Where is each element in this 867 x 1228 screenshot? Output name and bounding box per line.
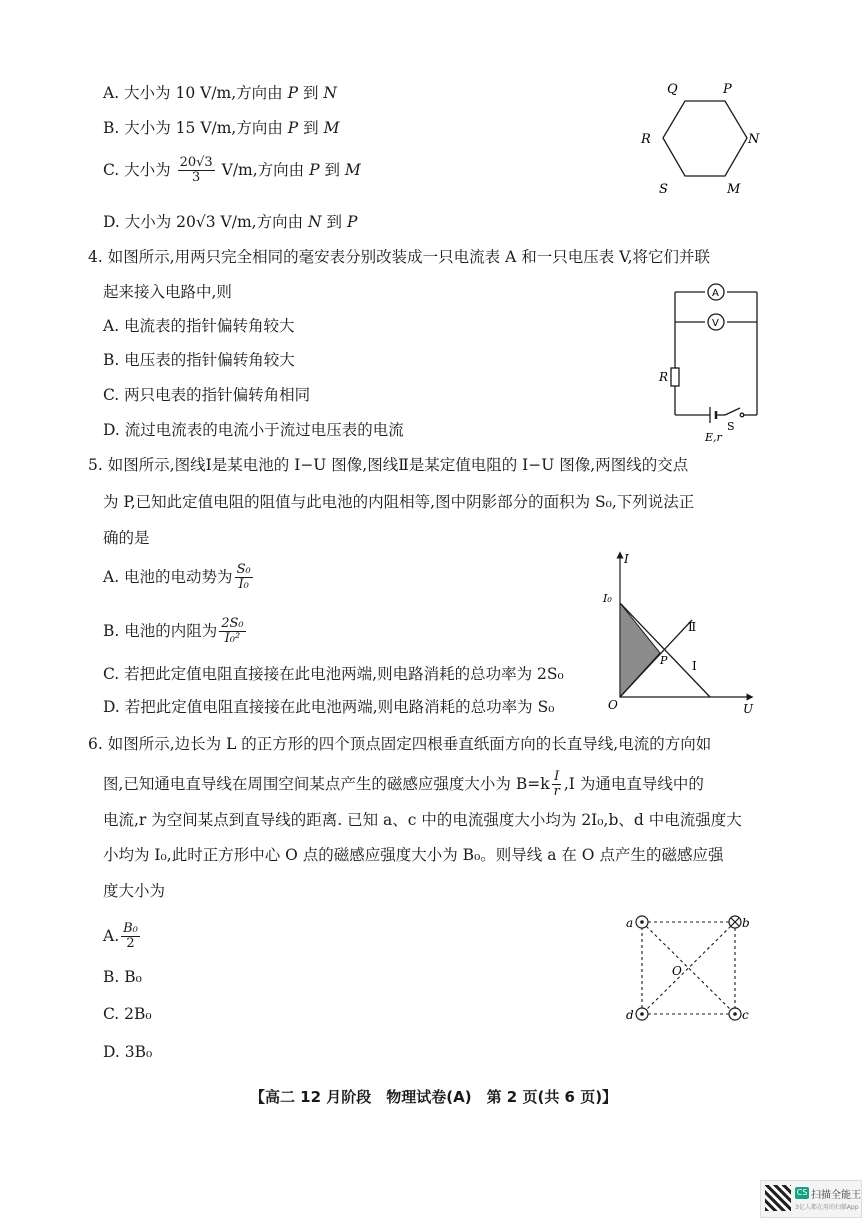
hex-label-m: M xyxy=(727,182,741,197)
qr-code-icon xyxy=(765,1185,791,1211)
switch-label: S xyxy=(727,420,735,433)
page-footer: 【高二 12 月阶段 物理试卷(A) 第 2 页(共 6 页)】 xyxy=(249,1088,618,1106)
center-o-label: O xyxy=(672,964,682,978)
q3-option-d: D. 大小为 20√3 V/m,方向由 N 到 P xyxy=(103,213,358,231)
square-wires-diagram xyxy=(620,910,755,1030)
q4-option-a: A. 电流表的指针偏转角较大 xyxy=(103,317,295,335)
wire-d-label: d xyxy=(626,1008,634,1022)
iu-graph xyxy=(600,545,760,715)
camscanner-logo-icon: CS xyxy=(796,1188,808,1197)
q6-stem-line5: 度大小为 xyxy=(103,882,166,900)
graph-i0-label: I₀ xyxy=(603,592,612,605)
q5-stem-line1: 5. 如图所示,图线Ⅰ是某电池的 I−U 图像,图线Ⅱ是某定值电阻的 I−U 图像,两图线的交点 xyxy=(88,456,689,474)
hex-label-s: S xyxy=(659,182,668,197)
graph-line2-label: Ⅱ xyxy=(688,620,697,634)
q5-option-c: C. 若把此定值电阻直接接在此电池两端,则电路消耗的总功率为 2S₀ xyxy=(103,665,564,683)
q5-option-a: A. 电池的电动势为 $\frac{\text{S₀}}{\text{I₀}}$ xyxy=(103,562,251,593)
graph-y-label: I xyxy=(624,552,629,566)
hex-label-r: R xyxy=(641,132,651,147)
q6-option-a: A. $\frac{\text{B₀}}{2}$ xyxy=(103,921,138,952)
graph-point-p-label: P xyxy=(660,654,668,667)
hex-label-n: N xyxy=(748,132,760,147)
q6-option-c: C. 2B₀ xyxy=(103,1005,152,1023)
hex-label-p: P xyxy=(723,82,732,97)
q3-option-b: B. 大小为 15 V/m,方向由 P 到 M xyxy=(103,119,340,137)
q4-option-d: D. 流过电流表的电流小于流过电压表的电流 xyxy=(103,421,404,439)
q6-option-d: D. 3B₀ xyxy=(103,1043,153,1061)
circuit-diagram xyxy=(655,280,765,450)
q6-option-b: B. B₀ xyxy=(103,968,142,986)
scanner-watermark xyxy=(760,1180,862,1218)
camscanner-tagline: 3亿人都在用的扫描App xyxy=(795,1204,859,1211)
graph-x-label: U xyxy=(743,702,754,715)
ammeter-label: A xyxy=(712,288,719,299)
q3-option-c: C. 大小为 $\frac{20√3}{3}$ V/m,方向由 P 到 M xyxy=(103,155,361,186)
wire-a-label: a xyxy=(626,916,634,930)
q5-option-d: D. 若把此定值电阻直接接在此电池两端,则电路消耗的总功率为 S₀ xyxy=(103,698,555,716)
resistor-label: R xyxy=(659,370,669,384)
q6-stem-line3: 电流,r 为空间某点到直导线的距离. 已知 a、c 中的电流强度大小均为 2I₀,b、d 中电流强度大 xyxy=(103,811,742,829)
q5-stem-line3: 确的是 xyxy=(103,529,150,547)
q4-option-b: B. 电压表的指针偏转角较大 xyxy=(103,351,295,369)
q4-stem-line2: 起来接入电路中,则 xyxy=(103,283,232,301)
graph-line1-label: Ⅰ xyxy=(692,659,697,673)
hex-label-q: Q xyxy=(667,82,678,97)
wire-c-label: c xyxy=(742,1008,749,1022)
q5-stem-line2: 为 P,已知此定值电阻的阻值与此电池的内阻相等,图中阴影部分的面积为 S₀,下列说法正 xyxy=(103,493,695,511)
graph-origin-label: O xyxy=(608,698,618,712)
source-label: E,r xyxy=(705,431,722,444)
q6-stem-line4: 小均为 I₀,此时正方形中心 O 点的磁感应强度大小为 B₀。则导线 a 在 O 点产生的磁感应强 xyxy=(103,846,724,864)
q4-stem-line1: 4. 如图所示,用两只完全相同的毫安表分别改装成一只电流表 A 和一只电压表 V,将它们并联 xyxy=(88,248,711,266)
voltmeter-label: V xyxy=(712,318,719,329)
camscanner-name: 扫描全能王 xyxy=(811,1190,861,1201)
q3-option-a: A. 大小为 10 V/m,方向由 P 到 N xyxy=(103,84,337,102)
q4-option-c: C. 两只电表的指针偏转角相同 xyxy=(103,386,311,404)
wire-b-label: b xyxy=(742,916,750,930)
q5-option-b: B. 电池的内阻为 $\frac{\text{2S₀}}{\text{I₀²}}$ xyxy=(103,616,244,647)
q6-stem-line2: 图,已知通电直导线在周围空间某点产生的磁感应强度大小为 B=k $\frac{I}{r}$ ,I 为通电直导线中的 xyxy=(103,769,704,800)
q6-stem-line1: 6. 如图所示,边长为 L 的正方形的四个顶点固定四根垂直纸面方向的长直导线,电流的方向如 xyxy=(88,735,712,753)
hexagon-diagram xyxy=(635,76,765,201)
